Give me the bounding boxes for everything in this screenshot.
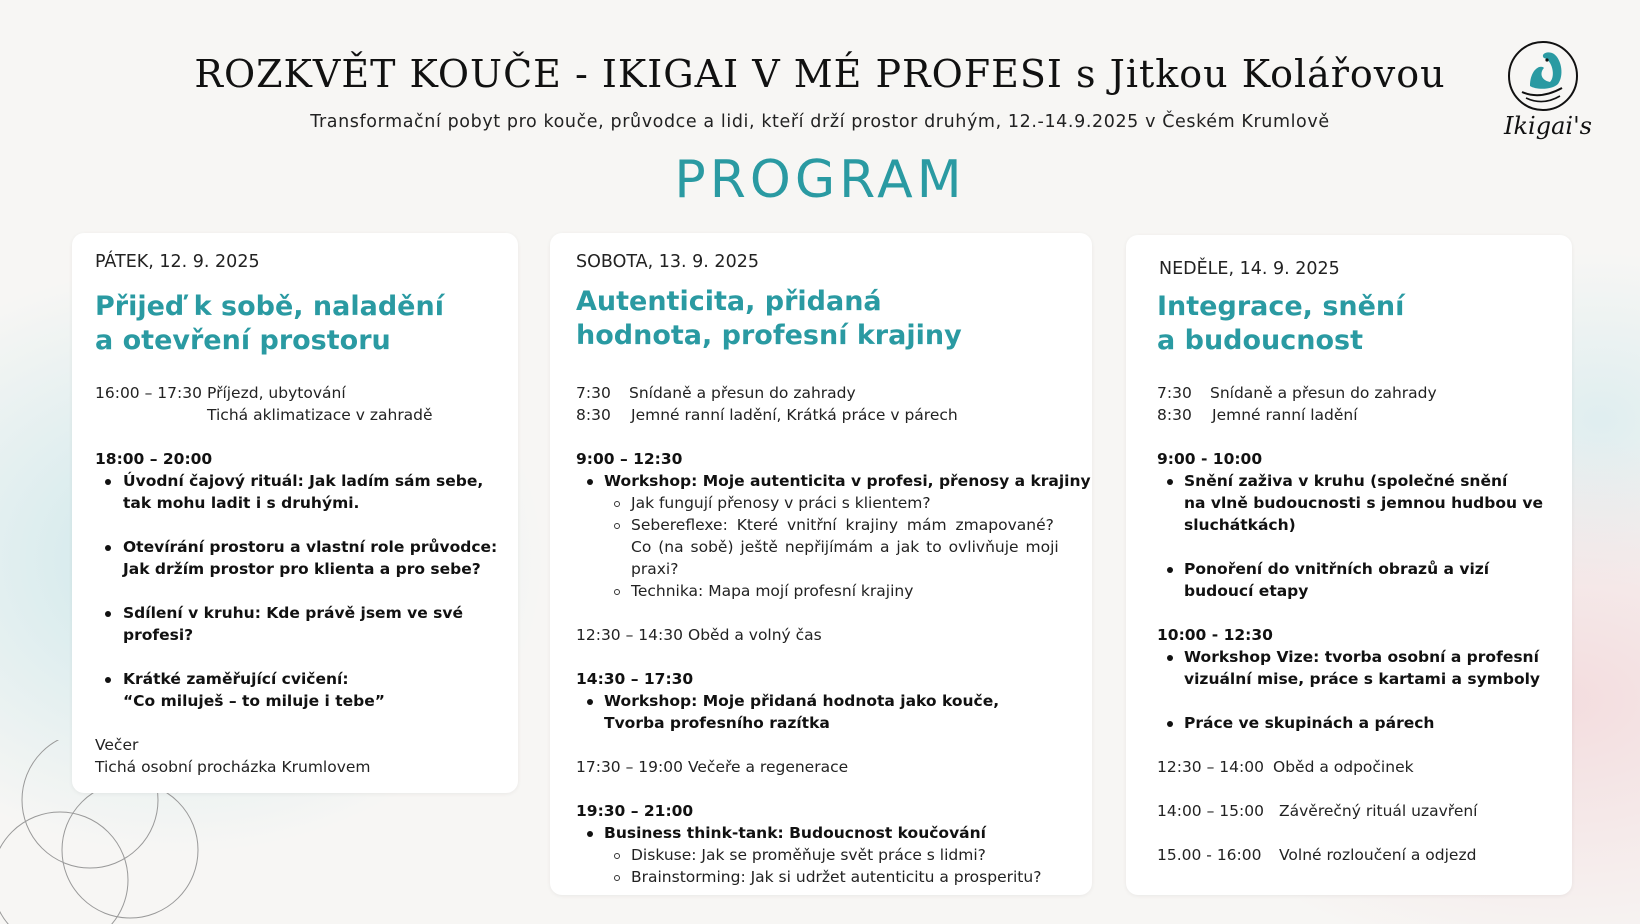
list-item: tak mohu ladit i s druhými. bbox=[123, 494, 360, 512]
sub-bullet-icon bbox=[614, 523, 620, 529]
bullet-icon bbox=[1167, 479, 1173, 485]
bullet-icon bbox=[587, 831, 593, 837]
bullet-icon bbox=[1167, 655, 1173, 661]
sub-item: praxi? bbox=[631, 560, 679, 578]
time: 16:00 – 17:30 bbox=[95, 384, 202, 402]
list-item: Workshop: Moje přidaná hodnota jako kouče, bbox=[604, 692, 1000, 710]
list-item: na vlně budoucnosti s jemnou hudbou ve bbox=[1184, 494, 1544, 512]
day-label: SOBOTA, 13. 9. 2025 bbox=[576, 252, 759, 272]
time-block: Večer bbox=[95, 736, 139, 754]
activity: Snídaně a přesun do zahrady bbox=[1210, 384, 1437, 402]
sub-bullet-icon bbox=[614, 501, 620, 507]
list-item: Otevírání prostoru a vlastní role průvodce: bbox=[123, 538, 498, 556]
sub-item: Co (na sobě) ještě nepřijímám a jak to ovlivňuje moji bbox=[631, 538, 1059, 556]
time-block: 19:30 – 21:00 bbox=[576, 802, 694, 820]
activity: Tichá aklimatizace v zahradě bbox=[207, 406, 433, 424]
activity: Večeře a regenerace bbox=[688, 758, 849, 776]
time: 8:30 bbox=[1157, 406, 1192, 424]
bird-logo-icon bbox=[1500, 40, 1600, 120]
sub-bullet-icon bbox=[614, 875, 620, 881]
activity: Příjezd, ubytování bbox=[207, 384, 346, 402]
time-block: 9:00 – 12:30 bbox=[576, 450, 683, 468]
day-title: Přijeď k sobě, naladění a otevření prostoru bbox=[95, 291, 444, 356]
bullet-icon bbox=[105, 677, 111, 683]
bullet-icon bbox=[587, 479, 593, 485]
sub-bullet-icon bbox=[614, 853, 620, 859]
time: 17:30 – 19:00 bbox=[576, 758, 683, 776]
list-item: profesi? bbox=[123, 626, 194, 644]
bullet-icon bbox=[587, 699, 593, 705]
list-item: Workshop Vize: tvorba osobní a profesní bbox=[1184, 648, 1539, 666]
bullet-icon bbox=[105, 611, 111, 617]
list-item: Jak držím prostor pro klienta a pro sebe? bbox=[123, 560, 481, 578]
day-title: Integrace, snění a budoucnost bbox=[1157, 291, 1405, 356]
bullet-icon bbox=[1167, 721, 1173, 727]
list-item: budoucí etapy bbox=[1184, 582, 1309, 600]
activity: Jemné ranní ladění bbox=[1212, 406, 1358, 424]
sub-item: Technika: Mapa mojí profesní krajiny bbox=[631, 582, 914, 600]
activity: Snídaně a přesun do zahrady bbox=[629, 384, 856, 402]
time-block: 18:00 – 20:00 bbox=[95, 450, 213, 468]
activity: Jemné ranní ladění, Krátká práce v párech bbox=[631, 406, 958, 424]
day-label: NEDĚLE, 14. 9. 2025 bbox=[1159, 259, 1340, 279]
bullet-icon bbox=[105, 479, 111, 485]
sub-item: Jak fungují přenosy v práci s klientem? bbox=[631, 494, 931, 512]
event-subtitle: Transformační pobyt pro kouče, průvodce a lidi, kteří drží prostor druhým, 12.-14.9.2025 v Českém Krumlově bbox=[310, 112, 1330, 132]
bullet-icon bbox=[105, 545, 111, 551]
list-item: “Co miluješ – to miluje i tebe” bbox=[123, 692, 385, 710]
time-block: 14:30 – 17:30 bbox=[576, 670, 694, 688]
list-item: sluchátkách) bbox=[1184, 516, 1296, 534]
logo-text: Ikigai's bbox=[1504, 112, 1592, 140]
list-item: Práce ve skupinách a párech bbox=[1184, 714, 1435, 732]
activity: Závěrečný rituál uzavření bbox=[1279, 802, 1478, 820]
sub-item: Diskuse: Jak se proměňuje svět práce s lidmi? bbox=[631, 846, 986, 864]
bullet-icon bbox=[1167, 567, 1173, 573]
activity: Oběd a volný čas bbox=[688, 626, 822, 644]
activity: Oběd a odpočinek bbox=[1273, 758, 1414, 776]
time: 15.00 - 16:00 bbox=[1157, 846, 1262, 864]
list-item: Krátké zaměřující cvičení: bbox=[123, 670, 349, 688]
day-title: Autenticita, přidaná hodnota, profesní krajiny bbox=[576, 286, 962, 351]
list-item: Ponoření do vnitřních obrazů a vizí bbox=[1184, 560, 1490, 578]
day-label: PÁTEK, 12. 9. 2025 bbox=[95, 252, 260, 272]
sub-item: Sebereflexe: Které vnitřní krajiny mám zmapované? bbox=[631, 516, 1054, 534]
list-item: Business think-tank: Budoucnost koučování bbox=[604, 824, 986, 842]
list-item: Workshop: Moje autenticita v profesi, přenosy a krajiny bbox=[604, 472, 1091, 490]
time-block: 10:00 - 12:30 bbox=[1157, 626, 1273, 644]
time: 8:30 bbox=[576, 406, 611, 424]
program-heading: PROGRAM bbox=[674, 150, 966, 210]
time: 7:30 bbox=[576, 384, 611, 402]
time: 14:00 – 15:00 bbox=[1157, 802, 1264, 820]
list-item: Úvodní čajový rituál: Jak ladím sám sebe, bbox=[123, 472, 484, 490]
sub-item: Brainstorming: Jak si udržet autenticitu a prosperitu? bbox=[631, 868, 1042, 886]
list-item: vizuální mise, práce s kartami a symboly bbox=[1184, 670, 1541, 688]
time: 7:30 bbox=[1157, 384, 1192, 402]
time: 12:30 – 14:00 bbox=[1157, 758, 1264, 776]
time-block: 9:00 - 10:00 bbox=[1157, 450, 1263, 468]
list-item: Sdílení v kruhu: Kde právě jsem ve své bbox=[123, 604, 463, 622]
activity: Tichá osobní procházka Krumlovem bbox=[95, 758, 371, 776]
list-item: Tvorba profesního razítka bbox=[604, 714, 830, 732]
time: 12:30 – 14:30 bbox=[576, 626, 683, 644]
list-item: Snění zaživa v kruhu (společné snění bbox=[1184, 472, 1508, 490]
sub-bullet-icon bbox=[614, 589, 620, 595]
activity: Volné rozloučení a odjezd bbox=[1279, 846, 1477, 864]
event-title: ROZKVĚT KOUČE - IKIGAI V MÉ PROFESI s Jitkou Kolářovou bbox=[194, 52, 1446, 96]
